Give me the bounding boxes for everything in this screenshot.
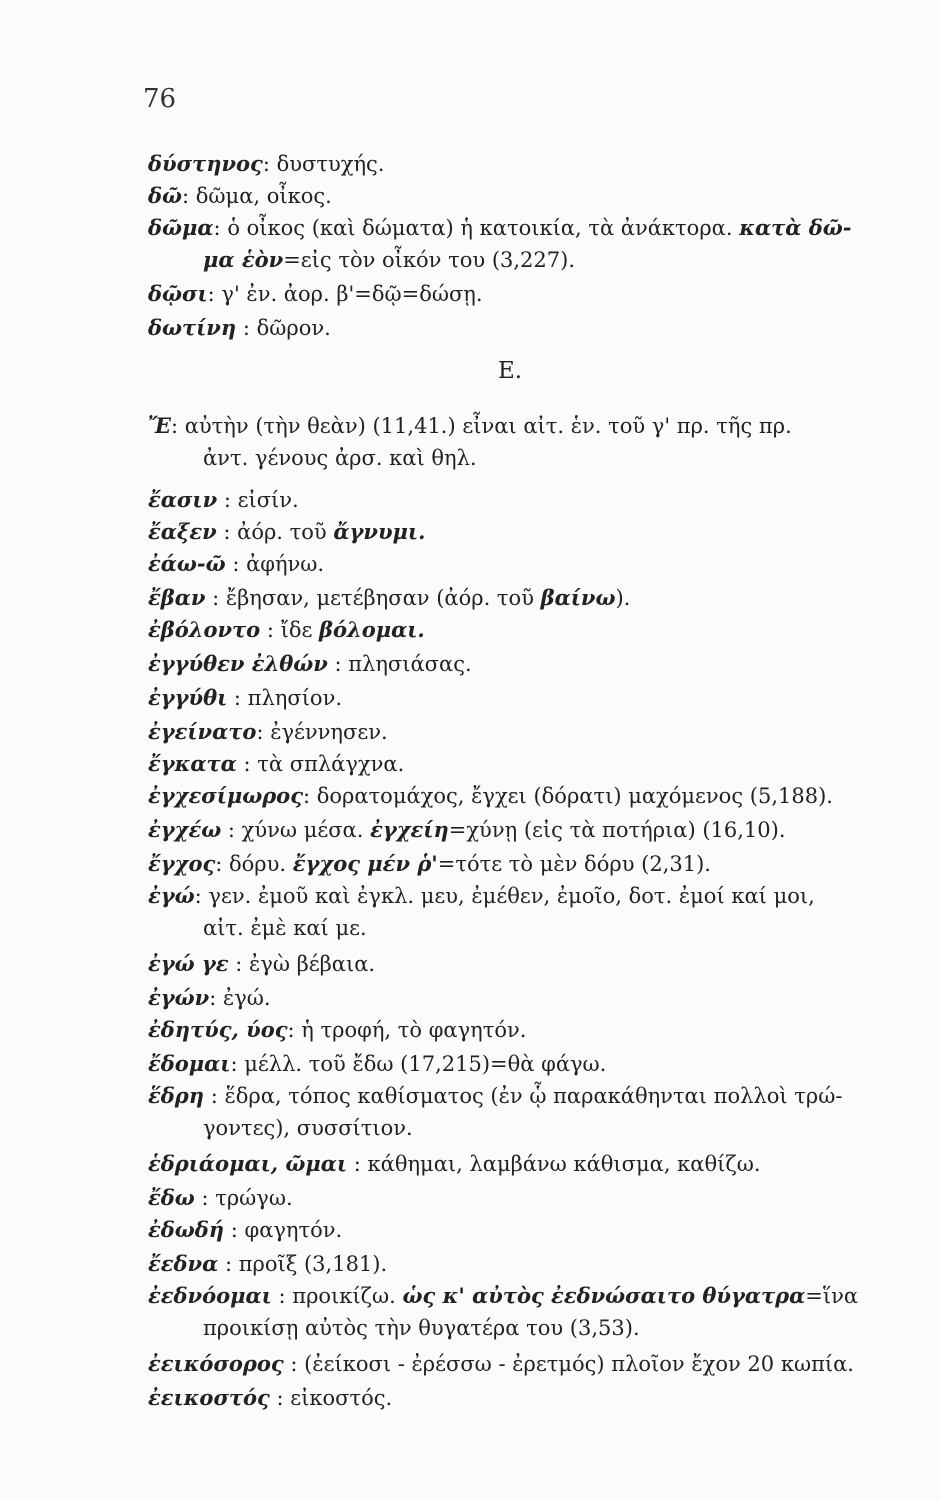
- page-number: 76: [143, 84, 177, 114]
- entry-separator: :: [287, 1018, 302, 1042]
- entry-separator: :: [204, 1084, 225, 1108]
- entry-separator: :: [215, 852, 230, 876]
- dictionary-entry: [148, 1048, 890, 1080]
- dictionary-entry: [148, 1214, 890, 1246]
- entry-separator: :: [347, 1152, 368, 1176]
- entry-definition: =εἰς τὸν οἶκόν του (3,227).: [283, 248, 576, 272]
- dictionary-entry: [148, 748, 890, 780]
- dictionary-entry: [148, 516, 890, 548]
- dictionary-entry: [148, 1348, 890, 1380]
- entry-headword: ἐδωδή: [148, 1217, 225, 1242]
- dictionary-entry: [148, 982, 890, 1014]
- entry-separator: :: [213, 216, 228, 240]
- section-heading: Ε.: [498, 358, 523, 384]
- entry-definition: ἕδρα, τόπος καθίσματος (ἐν ᾧ παρακάθηνται πολλοὶ τρώ-: [224, 1084, 843, 1108]
- entry-definition: δορατομάχος, ἔγχει (δόρατι) μαχόμενος (5,188).: [316, 784, 833, 808]
- entry-definition: τρώγω.: [215, 1186, 293, 1210]
- entry-definition: δόρυ.: [229, 852, 293, 876]
- dictionary-entry: [148, 682, 890, 714]
- entry-definition: (ἐείκοσι - ἐρέσσω - ἐρετμός) πλοῖον ἔχον 20 κωπία.: [304, 1352, 854, 1376]
- entry-definition: γοντες), συσσίτιον.: [203, 1116, 413, 1140]
- entry-separator: :: [170, 414, 185, 438]
- entry-definition: προικίζω.: [292, 1284, 403, 1308]
- entry-headword: ἐγχεσίμωρος: [148, 783, 303, 808]
- entry-definition: ἡ τροφή, τὸ φαγητόν.: [301, 1018, 527, 1042]
- entry-phrase: κατὰ δῶ-: [739, 215, 852, 240]
- entry-continuation: [148, 442, 890, 474]
- entry-phrase: ἔγχος μέν ῥ': [292, 851, 438, 876]
- entry-definition: ἐγέννησεν.: [270, 720, 388, 744]
- entry-headword: ἐγγύθεν ἐλθών: [148, 651, 328, 676]
- entry-definition: εἰσίν.: [237, 488, 299, 512]
- entry-headword: ἔβαν: [148, 585, 206, 610]
- entry-headword: ἔεδνα: [148, 1251, 219, 1276]
- entry-headword: ἔδω: [148, 1185, 195, 1210]
- entry-definition: μέλλ. τοῦ ἔδω (17,215)=θὰ φάγω.: [244, 1052, 607, 1076]
- entry-headword: ἐεικόσορος: [148, 1351, 284, 1376]
- entry-headword: δῷσι: [148, 281, 208, 306]
- entry-definition: χύνω μέσα.: [241, 818, 371, 842]
- entry-definition: ἐγὼ βέβαια.: [249, 952, 376, 976]
- entry-definition: εἰκοστός.: [290, 1386, 393, 1410]
- entry-phrase: ἄγνυμι.: [333, 519, 426, 544]
- dictionary-entry: [148, 1248, 890, 1280]
- dictionary-entry: [148, 814, 890, 846]
- entry-definition: δῶμα, οἶκος.: [195, 184, 332, 208]
- entry-definition: πλησίον.: [247, 686, 343, 710]
- dictionary-entry: [148, 1280, 890, 1344]
- dictionary-entry: [148, 312, 890, 344]
- entry-definition-tail: ).: [615, 586, 631, 610]
- entry-separator: :: [302, 784, 317, 808]
- entry-separator: :: [256, 720, 271, 744]
- entry-separator: :: [262, 152, 277, 176]
- entry-phrase: βόλομαι.: [319, 617, 425, 642]
- dictionary-entry: [148, 548, 890, 580]
- entry-separator: :: [218, 1252, 239, 1276]
- entry-definition: ὁ οἶκος (καὶ δώματα) ἡ κατοικία, τὰ ἀνάκτορα.: [227, 216, 740, 240]
- dictionary-entry: [148, 278, 890, 310]
- entry-definition: κάθημαι, λαμβάνω κάθισμα, καθίζω.: [367, 1152, 761, 1176]
- entry-headword: ἐγών: [148, 985, 210, 1010]
- dictionary-entry: [148, 848, 890, 880]
- entry-headword: ἐδητύς, ύος: [148, 1017, 288, 1042]
- entry-separator: :: [236, 752, 258, 776]
- entry-separator: :: [182, 184, 196, 208]
- entry-headword: ἐεικοστός: [148, 1385, 270, 1410]
- entry-headword: ἐγείνατο: [148, 719, 257, 744]
- entry-phrase: ἐγχείη: [370, 817, 449, 842]
- entry-definition: ἀντ. γένους ἀρσ. καὶ θηλ.: [203, 446, 477, 470]
- entry-definition: πλησιάσας.: [348, 652, 472, 676]
- entry-definition: προῖξ (3,181).: [238, 1252, 388, 1276]
- entry-phrase: ὡς κ' αὐτὸς ἐεδνώσαιτο θύγατρα: [402, 1283, 806, 1308]
- dictionary-entry: [148, 614, 890, 646]
- entry-separator: :: [205, 586, 226, 610]
- entry-headword: δωτίνη: [148, 315, 237, 340]
- dictionary-entry: [148, 716, 890, 748]
- dictionary-entry: [148, 1382, 890, 1414]
- entry-headword: ἔδομαι: [148, 1051, 231, 1076]
- entry-separator: :: [327, 652, 349, 676]
- entry-separator: :: [209, 986, 223, 1010]
- entry-definition-tail: =τότε τὸ μὲν δόρυ (2,31).: [437, 852, 711, 876]
- entry-continuation: [148, 244, 890, 276]
- entry-separator: :: [236, 316, 257, 340]
- entry-definition: δῶρον.: [256, 316, 331, 340]
- entry-definition: αἰτ. ἐμὲ καί με.: [203, 916, 367, 940]
- entry-separator: :: [194, 1186, 216, 1210]
- entry-separator: :: [216, 520, 238, 544]
- entry-headword: ἐγώ: [148, 883, 195, 908]
- entry-definition: ἀφήνω.: [246, 552, 325, 576]
- entry-definition: φαγητόν.: [244, 1218, 343, 1242]
- dictionary-entry: [148, 148, 890, 180]
- entry-headword: ἐβόλοντο: [148, 617, 261, 642]
- entry-phrase: μα ἑὸν: [203, 247, 284, 272]
- entry-headword: ἐεδνόομαι: [148, 1283, 272, 1308]
- entry-separator: :: [225, 552, 247, 576]
- entry-headword: ἐγχέω: [148, 817, 222, 842]
- entry-definition: δυστυχής.: [276, 152, 385, 176]
- entry-continuation: [148, 1112, 890, 1144]
- entry-headword: δύστηνος: [148, 151, 263, 176]
- entry-separator: :: [221, 818, 242, 842]
- entry-definition: ἴδε: [280, 618, 320, 642]
- dictionary-entry: [148, 582, 890, 614]
- entry-headword: ἔγκατα: [148, 751, 237, 776]
- entry-separator: :: [228, 952, 250, 976]
- entry-definition: τὰ σπλάγχνα.: [257, 752, 405, 776]
- entry-separator: :: [283, 1352, 305, 1376]
- entry-headword: ἕδρη: [148, 1083, 205, 1108]
- dictionary-entry: [148, 1080, 890, 1144]
- entry-separator: :: [194, 884, 209, 908]
- dictionary-entry: [148, 948, 890, 980]
- dictionary-entry: [148, 1014, 890, 1046]
- entry-headword: ἑδριάομαι, ῶμαι: [148, 1151, 348, 1176]
- dictionary-entry: [148, 410, 890, 474]
- entry-continuation: [148, 912, 890, 944]
- entry-phrase: βαίνω: [540, 585, 616, 610]
- entry-separator: :: [217, 488, 238, 512]
- dictionary-entry: [148, 880, 890, 944]
- entry-headword: ἐγγύθι: [148, 685, 228, 710]
- entry-separator: :: [271, 1284, 293, 1308]
- entry-separator: :: [207, 282, 222, 306]
- dictionary-entry: [148, 180, 890, 212]
- entry-headword: ἔασιν: [148, 487, 218, 512]
- entry-separator: :: [260, 618, 281, 642]
- entry-headword: δῶ: [148, 183, 183, 208]
- entry-separator: :: [227, 686, 248, 710]
- entry-definition-tail: =ἵνα: [805, 1284, 859, 1308]
- entry-separator: :: [230, 1052, 245, 1076]
- entry-separator: :: [269, 1386, 291, 1410]
- dictionary-entry: [148, 1148, 890, 1180]
- entry-continuation: [148, 1312, 890, 1344]
- entry-headword: ἔγχος: [148, 851, 216, 876]
- dictionary-entry: [148, 484, 890, 516]
- entry-definition: προικίσῃ αὐτὸς τὴν θυγατέρα του (3,53).: [203, 1316, 640, 1340]
- entry-headword: ἐάω-ῶ: [148, 551, 226, 576]
- dictionary-entry: [148, 212, 890, 276]
- dictionary-entry: [148, 780, 890, 812]
- entry-headword: Ἔ: [148, 413, 171, 438]
- entry-definition: ἔβησαν, μετέβησαν (ἀόρ. τοῦ: [225, 586, 541, 610]
- entry-definition-tail: =χύνῃ (εἰς τὰ ποτήρια) (16,10).: [448, 818, 786, 842]
- entry-definition: γεν. ἐμοῦ καὶ ἐγκλ. μευ, ἐμέθεν, ἐμοῖο, δοτ. ἐμοί καί μοι,: [208, 884, 815, 908]
- entry-headword: ἐγώ γε: [148, 951, 229, 976]
- entry-definition: ἐγώ.: [222, 986, 271, 1010]
- entry-definition: αὐτὴν (τὴν θεὰν) (11,41.) εἶναι αἰτ. ἑν. τοῦ γ' πρ. τῆς πρ.: [184, 414, 792, 438]
- dictionary-entry: [148, 1182, 890, 1214]
- entry-headword: ἔαξεν: [148, 519, 217, 544]
- entry-definition: ἀόρ. τοῦ: [237, 520, 334, 544]
- entry-separator: :: [224, 1218, 245, 1242]
- dictionary-entry: [148, 648, 890, 680]
- entry-headword: δῶμα: [148, 215, 214, 240]
- entry-definition: γ' ἐν. ἀορ. β'=δῷ=δώσῃ.: [221, 282, 483, 306]
